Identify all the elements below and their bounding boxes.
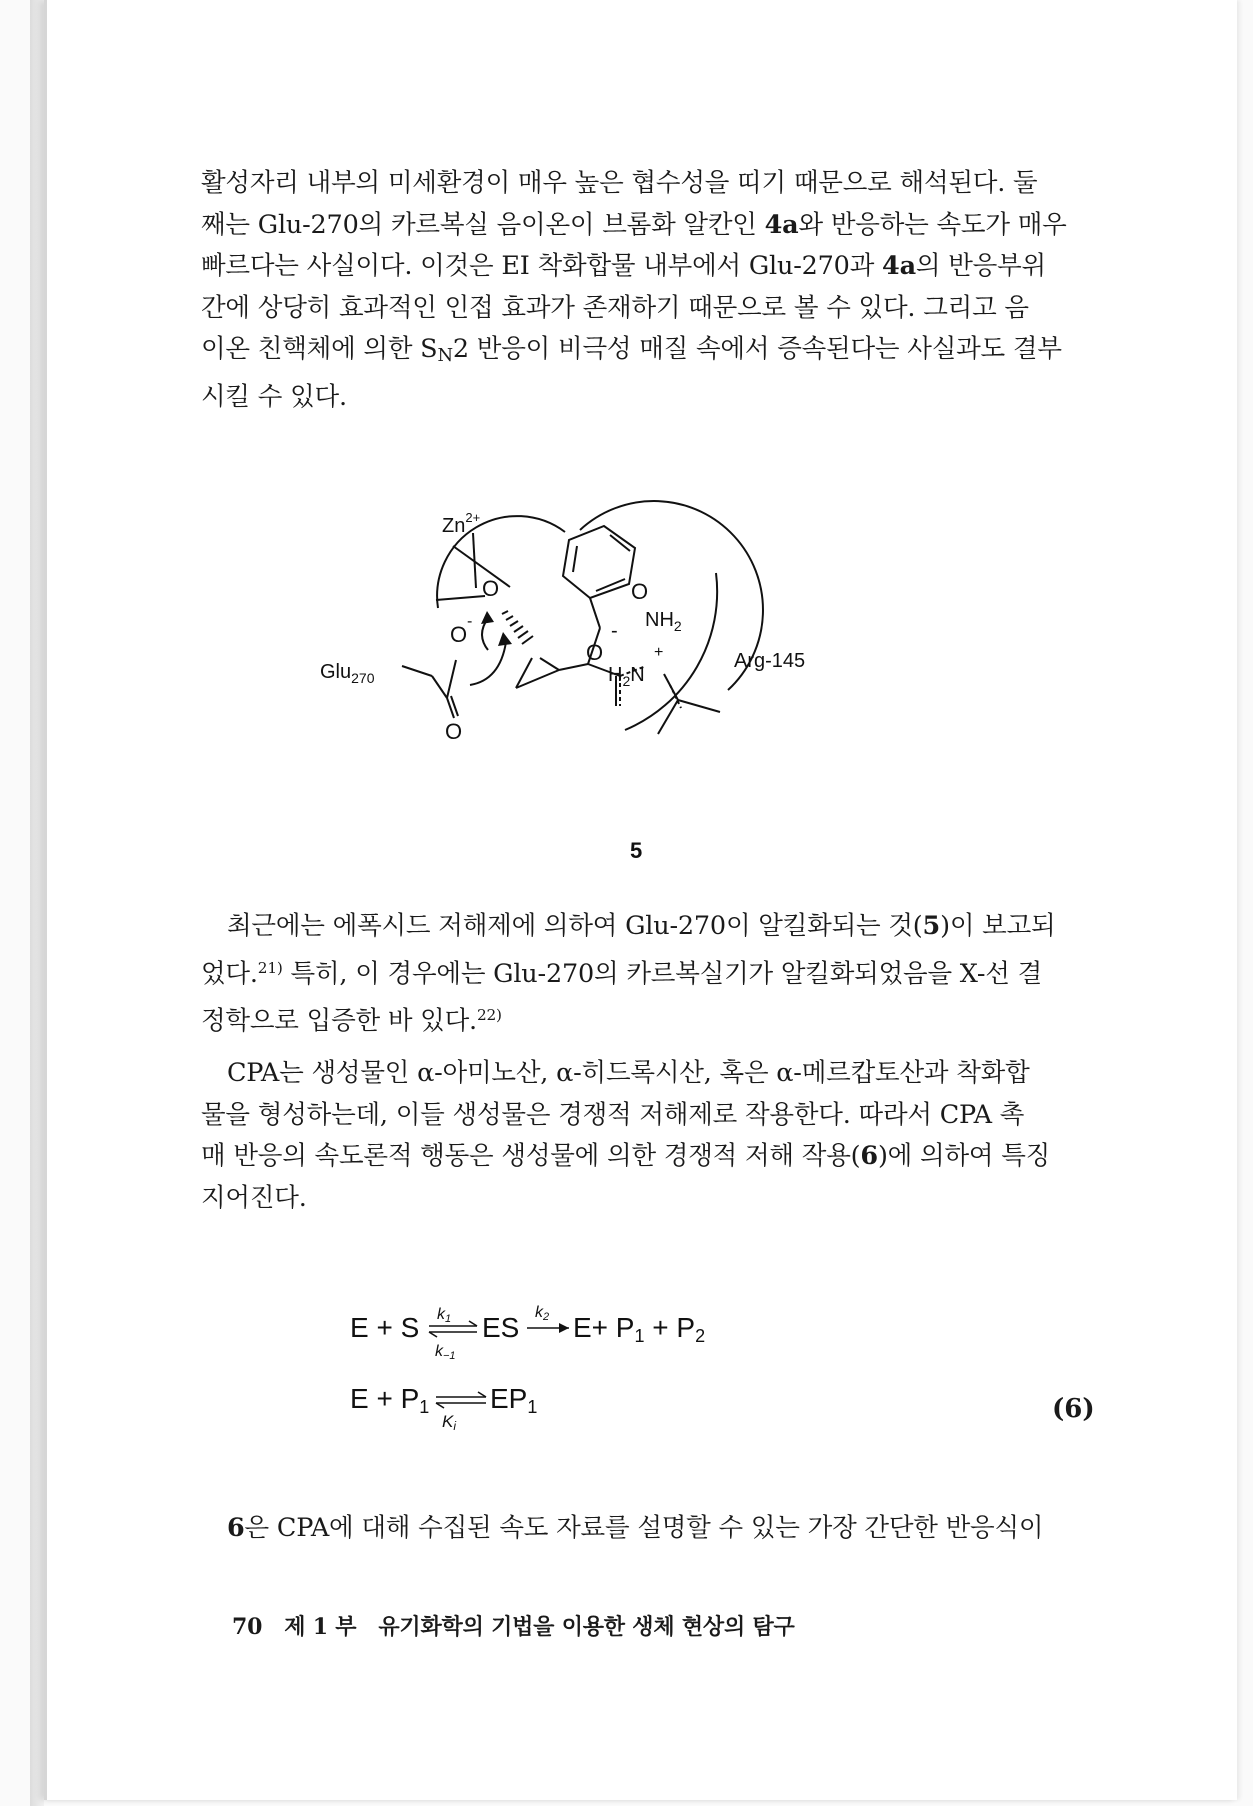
eq1-rhs: E+ P1 + P2: [573, 1312, 706, 1346]
p1-line-6: 시킬 수 있다.: [201, 381, 347, 412]
ki-label: Ki: [442, 1412, 457, 1433]
paragraph-3: [201, 1053, 1093, 1219]
page-number: 70: [232, 1614, 263, 1640]
es-complex: ES: [482, 1312, 520, 1343]
k1-label: k1: [437, 1306, 452, 1325]
eq2-lhs: E + P1: [350, 1383, 430, 1417]
p3-line-4: 지어진다.: [201, 1182, 307, 1213]
p2-line-2: 었다.$^{21)}$ 특히, 이 경우에는 Glu-270의 카르복실기가 알킬화되었음을 X-선 결: [201, 958, 1043, 989]
p1-line-4: 간에 상당히 효과적인 인접 효과가 존재하기 때문으로 볼 수 있다. 그리고 음: [201, 292, 1029, 323]
glu-carboxylate-oxygen: O: [450, 622, 468, 647]
nh2-label: $NH_2$: [645, 609, 682, 634]
carboxylate-minus: -: [611, 620, 618, 642]
paragraph-2: [201, 906, 1093, 1043]
glu-carbonyl-oxygen: O: [445, 719, 463, 744]
k2-label: k2: [535, 1304, 550, 1323]
p1-line-3: 빠르다는 사실이다. 이것은 EI 착화합물 내부에서 Glu-270과 4a의 반응부위: [201, 251, 1046, 281]
guanidinium-plus: +: [654, 644, 664, 661]
paragraph-4: [201, 1508, 1093, 1550]
glu270-label: Glu$_{270}$: [320, 661, 375, 686]
eq1-lhs: E + S: [350, 1312, 420, 1343]
ep1-complex: EP1: [490, 1383, 538, 1417]
running-title: 유기화학의 기법을 이용한 생체 현상의 탐구: [378, 1614, 795, 1640]
p3-line-3: 매 반응의 속도론적 행동은 생성물에 의한 경쟁적 저해 작용(6)에 의하여 특징: [201, 1141, 1051, 1171]
h2n-label: $H_2N$: [608, 664, 645, 689]
p1-line-5: 이온 친핵체에 의한 $S_N2$ 반응이 비극성 매질 속에서 증속된다는 사실과도 결부: [201, 334, 1062, 366]
p2-line-1: 최근에는 에폭시드 저해제에 의하여 Glu-270이 알킬화되는 것(5)이 보고되: [227, 911, 1056, 941]
k-minus-1-label: k−1: [435, 1343, 456, 1362]
arg-145-label: Arg-145: [734, 650, 806, 672]
p1-line-2: 째는 Glu-270의 카르복실 음이온이 브롬화 알칸인 4a와 반응하는 속도가 매우: [201, 209, 1067, 240]
kinetics-equation: [345, 1295, 765, 1433]
zn-label: $Zn^{2+}$: [442, 510, 481, 537]
equation-number: (6): [1052, 1394, 1095, 1424]
chemical-structure-figure: [320, 480, 870, 870]
paragraph-1: [201, 163, 1093, 418]
p3-line-2: 물을 형성하는데, 이들 생성물은 경쟁적 저해제로 작용한다. 따라서 CPA 촉: [201, 1099, 1025, 1130]
book-spine-shadow: [30, 0, 44, 1806]
p1-line-1: 활성자리 내부의 미세환경이 매우 높은 협수성을 띠기 때문으로 해석된다. 둘: [201, 168, 1038, 198]
part-label: 제 1 부: [284, 1614, 357, 1640]
p3-line-1: CPA는 생성물인 α-아미노산, α-히드록시산, 혹은 α-메르캅토산과 착화합: [227, 1058, 1030, 1088]
p2-line-3: 정학으로 입증한 바 있다.$^{22)}$: [201, 1006, 502, 1036]
carboxylate-oxygen-bottom: O: [586, 640, 604, 665]
p4-line-1: 6은 CPA에 대해 수집된 속도 자료를 설명할 수 있는 가장 간단한 반응식이: [227, 1513, 1044, 1543]
epoxide-oxygen: O: [482, 576, 500, 601]
glu-carboxylate-minus: -: [467, 613, 473, 630]
page-footer: [232, 1610, 795, 1641]
compound-number: 5: [630, 838, 643, 863]
carboxylate-oxygen-top: O: [631, 579, 649, 604]
